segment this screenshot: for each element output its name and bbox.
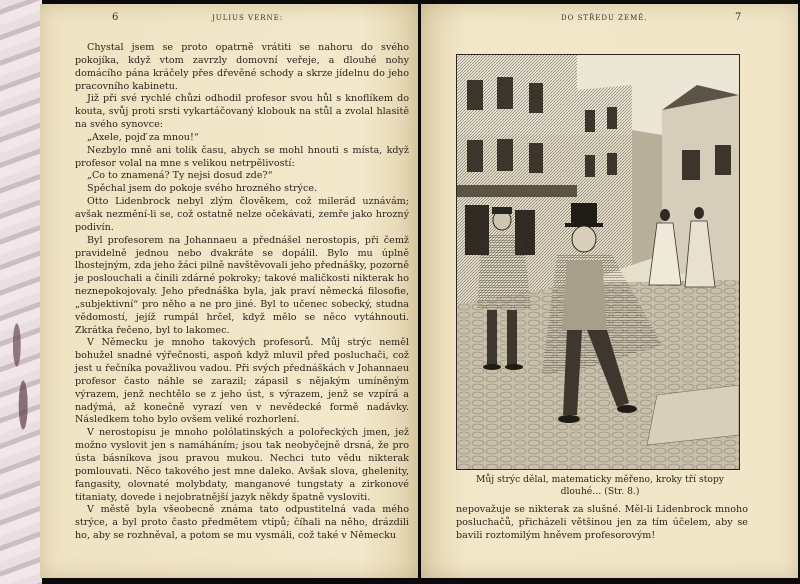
right-body-text <box>456 504 748 543</box>
fabric-background <box>0 0 42 584</box>
paragraph: „Axele, pojď za mnou!“ <box>87 131 199 143</box>
running-head-left: JULIUS VERNE: <box>212 14 284 22</box>
engraving-svg <box>457 55 739 469</box>
paragraph: Spěchal jsem do pokoje svého hrozného strýce. <box>87 183 318 195</box>
page-number-left: 6 <box>112 12 119 23</box>
paragraph: V Německu je mnoho takových profesorů. Můj strýc neměl bohužel snadné výřečnosti, aspoň když mluvil před posluchači, což jest u řečníka považlivou vadou. Při svých přednáškách v Johannaeu profesor často náhle se zarazil; zápasil s nějakým umíněným výrazem, jenž nechtělo se z jeho úst, s výrazem, jenž se vzpírá a nadýmá, až konečně vyrazí ven v nevědecké formě nadávky. Následkem toho bylo ovšem veliké rozhorlení. <box>75 337 409 426</box>
illustration-caption: Můj strýc dělal, matematicky měřeno, kroky tří stopy dlouhé… (Str. 8.) <box>475 474 724 497</box>
running-head-right: DO STŘEDU ZEMĚ. <box>561 14 648 22</box>
paragraph: V městě byla všeobecně známa tato odpustitelná vada mého strýce, a byl proto často předmětem vtipů; číhali na něho, drázdili ho, aby se rozhněval, a potom se mu vysmáli, což také v Německu <box>75 504 409 542</box>
engraving-illustration <box>456 54 740 470</box>
left-page <box>40 4 418 578</box>
left-body-text <box>75 42 409 543</box>
page-number-right: 7 <box>735 12 742 23</box>
paragraph: nepovažuje se nikterak za slušné. Měl-li Lidenbrock mnoho posluchačů, přicházeli většinou jen za tím účelem, aby se bavili roztomilým hněvem profesorovým! <box>456 504 748 541</box>
paragraph: Nezbylo mně ani tolik času, abych se mohl hnouti s místa, když profesor volal na mne s velikou netrpělivostí: <box>75 144 409 169</box>
paragraph: „Co to znamená? Ty nejsi dosud zde?“ <box>87 170 273 182</box>
paragraph: Otto Lidenbrock nebyl zlým člověkem, což milerád uznávám; avšak nezmění-li se, což ostatně nelze očekávati, zemře jako hrozný podivín. <box>75 196 409 233</box>
right-page <box>421 4 798 578</box>
paragraph: Chystal jsem se proto opatrně vrátiti se nahoru do svého pokojíka, když vtom zavrzly domovní veřeje, a dlouhé nohy domácího pána kráčely přes dřevěné schody a skrze jídelnu do jeho pracovního kabinetu. <box>75 42 409 92</box>
paragraph: Již při své rychlé chůzi odhodil profesor svou hůl s knoflíkem do kouta, svůj proti srsti vykartáčovaný klobouk na stůl a zvolal hlasitě na svého synovce: <box>75 93 409 131</box>
paragraph: Byl profesorem na Johannaeu a přednášel nerostopis, při čemž pravidelně jednou nebo dvakráte se dopálil. Bylo mu úplně lhostejným, zda jeho žáci pilně navštěvovali jeho přednášky, pozorně je poslouchali a činili zdárné pokroky; takové maličkosti nikterak ho neznepokojovaly. Jeho přednáška byla, jak praví německá filosofie, „subjektivní“ pro něho a ne pro jiné. Byl to učenec sobecký, studna vědomostí, jejíž rumpál hrčel, když mělo se něco vytáhnouti. Zkrátka řečeno, byl to lakomec. <box>75 234 409 336</box>
paragraph: V nerostopisu je mnoho polólatinských a polořeckých jmen, jež možno vyslovit jen s namáháním; jsou tak neobyčejně drsná, že pro ústa básníkova jsou pravou mukou. Nechci tuto vědu nikterak pomlouvati. Něco takového jest mne daleko. Avšak slova, ghelenity, fangasity, olovnaté molybdaty, manganové tungstaty a zirkonové titaniaty, dovede i nejobratnější jazyk někdy špatně vysloviti. <box>75 427 409 503</box>
